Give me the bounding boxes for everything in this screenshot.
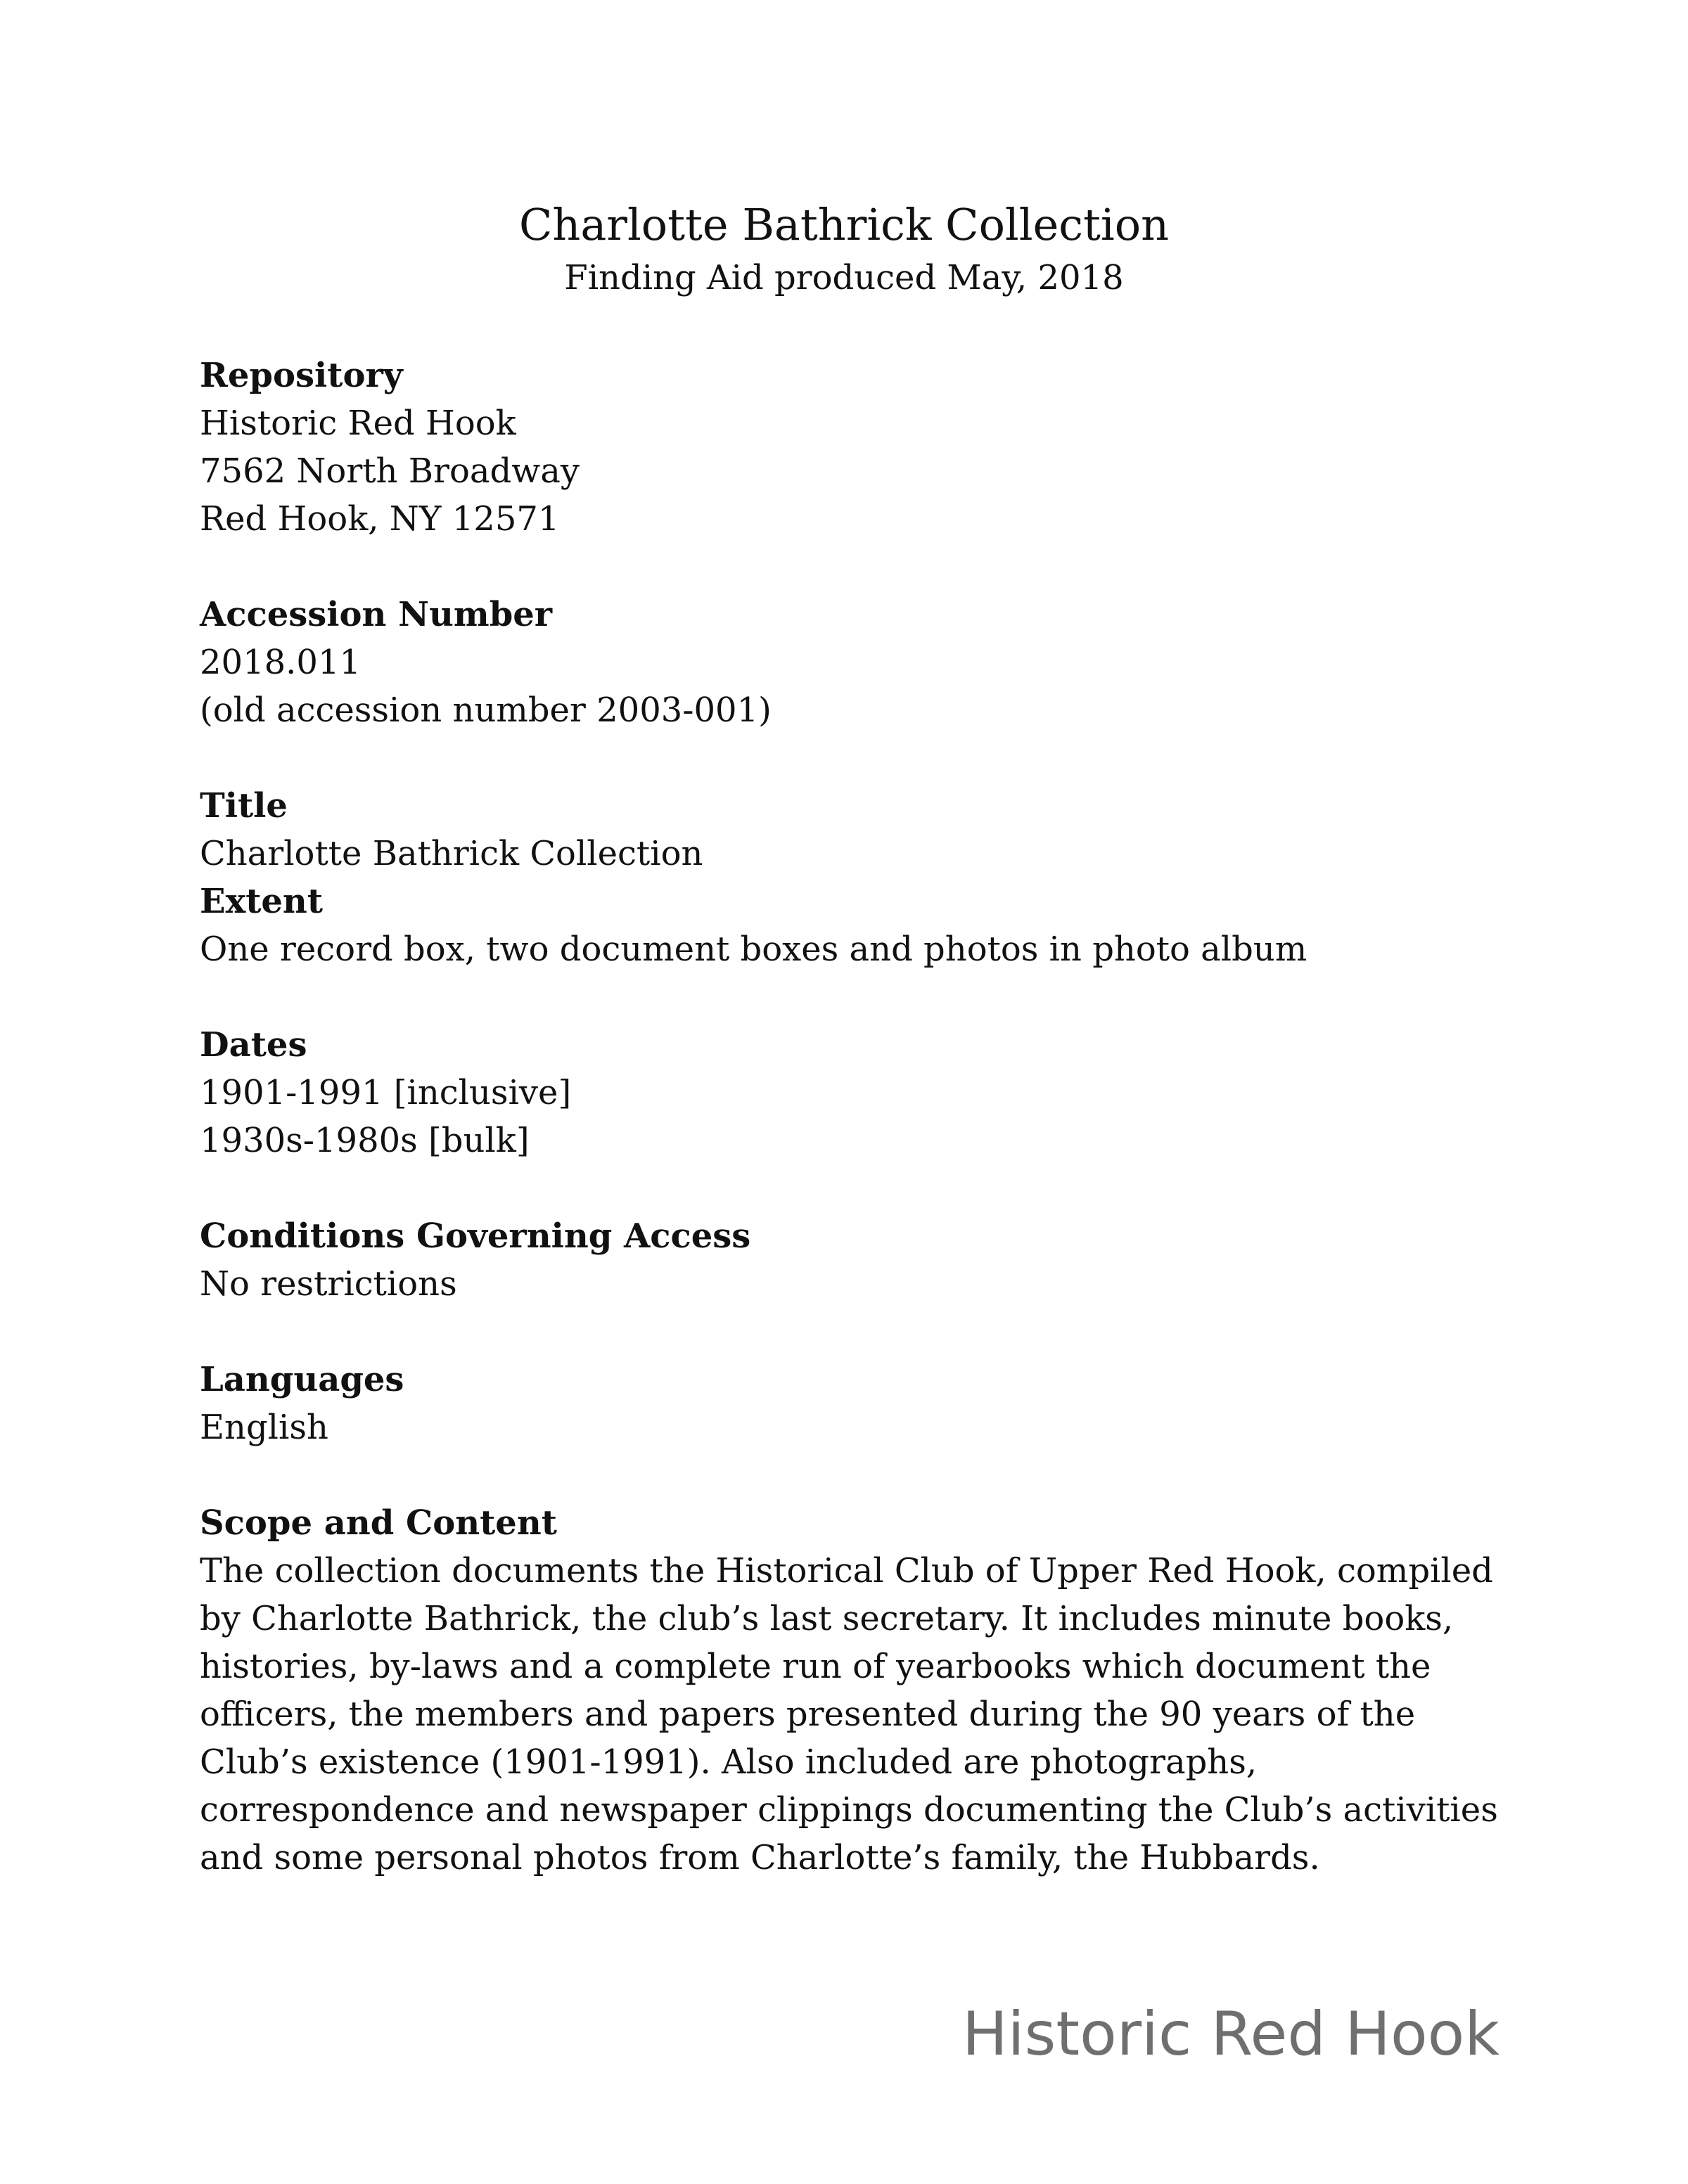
access-section [200, 1212, 1536, 1308]
dates-inclusive: 1901-1991 [inclusive] [200, 1073, 572, 1112]
repository-name: Historic Red Hook [200, 404, 516, 443]
accession-heading: Accession Number [200, 595, 553, 634]
historic-red-hook-logo: Historic Red Hook [961, 1999, 1500, 2069]
extent-value: One record box, two document boxes and photos in photo album [200, 930, 1307, 969]
repository-city: Red Hook, NY 12571 [200, 499, 560, 539]
accession-section [200, 591, 1536, 734]
languages-section [200, 1356, 1536, 1451]
languages-heading: Languages [200, 1360, 404, 1399]
languages-value: English [200, 1408, 328, 1447]
repository-heading: Repository [200, 356, 403, 395]
old-accession-number: (old accession number 2003-001) [200, 690, 772, 730]
repository-street: 7562 North Broadway [200, 451, 580, 491]
document-header [0, 197, 1688, 302]
extent-heading: Extent [200, 882, 323, 921]
scope-text: The collection documents the Historical Club of Upper Red Hook, compiled by Charlotte Bathrick, the club’s last secretary. It includes minute books, histories, by-laws and a complete run of yearbooks which document the officers, the members and papers presented during the 90 years of the Club’s existence (1901-1991). Also included are photographs, correspondence and newspaper clippings documenting the Club’s activities and some personal photos from Charlotte’s family, the Hubbards. [200, 1551, 1498, 1877]
dates-section [200, 1021, 1536, 1164]
dates-heading: Dates [200, 1025, 307, 1065]
document-body [200, 352, 1536, 1929]
repository-section [200, 352, 1536, 543]
access-heading: Conditions Governing Access [200, 1216, 751, 1256]
accession-number: 2018.011 [200, 643, 362, 682]
extent-section [200, 878, 1536, 973]
document-title: Charlotte Bathrick Collection [518, 199, 1170, 250]
title-section [200, 782, 1536, 878]
document-subtitle: Finding Aid produced May, 2018 [564, 258, 1124, 297]
scope-heading: Scope and Content [200, 1503, 557, 1543]
scope-section [200, 1499, 1536, 1882]
collection-title: Charlotte Bathrick Collection [200, 834, 703, 873]
access-value: No restrictions [200, 1264, 457, 1304]
dates-bulk: 1930s-1980s [bulk] [200, 1121, 530, 1160]
title-heading: Title [200, 786, 288, 826]
